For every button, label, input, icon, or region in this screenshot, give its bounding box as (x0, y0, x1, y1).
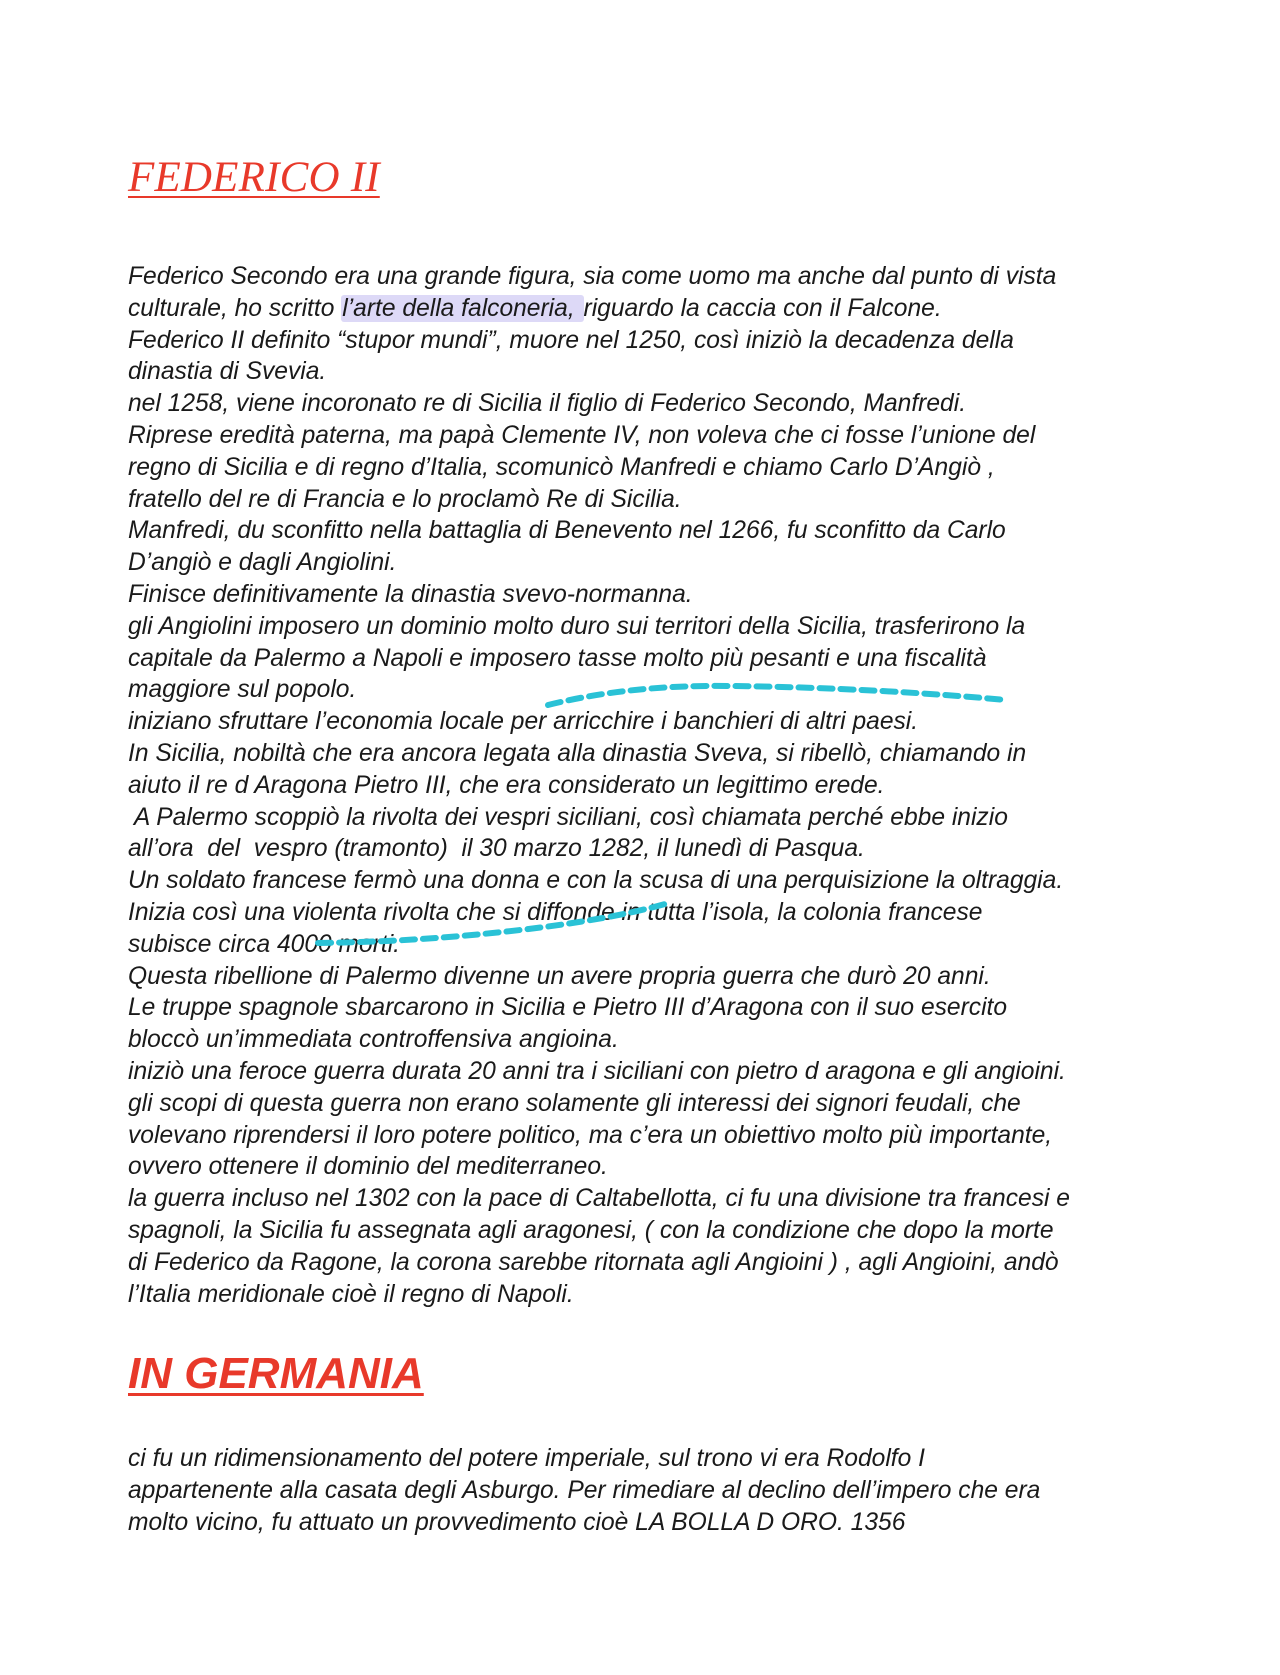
text-line: volevano riprendersi il loro potere politico, ma c’era un obiettivo molto più importante, (128, 1121, 1053, 1149)
text-line: regno di Sicilia e di regno d’Italia, scomunicò Manfredi e chiamo Carlo D’Angiò , (128, 453, 995, 481)
text-line (128, 293, 1180, 325)
text-line: nel 1258, viene incoronato re di Sicilia il figlio di Federico Secondo, Manfredi. (128, 390, 967, 418)
text-line: aiuto il re d Aragona Pietro III, che era considerato un legittimo erede. (128, 771, 885, 799)
text-line: Federico Secondo era una grande figura, sia come uomo ma anche dal punto di vista (128, 263, 1057, 290)
text-line: Questa ribellione di Palermo divenne un avere propria guerra che durò 20 anni. (128, 962, 991, 990)
text-line: gli Angiolini imposero un dominio molto duro sui territori della Sicilia, trasferirono la (128, 612, 1026, 640)
text-segment: riguardo la caccia con il Falcone. (583, 294, 942, 322)
text-line: In Sicilia, nobiltà che era ancora legata alla dinastia Sveva, si ribellò, chiamando in (128, 739, 1027, 767)
text-line: ci fu un ridimensionamento del potere imperiale, sul trono vi era Rodolfo I (128, 1445, 925, 1472)
text-line: appartenente alla casata degli Asburgo. Per rimediare al declino dell’impero che era (128, 1476, 1041, 1504)
text-line: Manfredi, du sconfitto nella battaglia di Benevento nel 1266, fu sconfitto da Carlo (128, 517, 1006, 545)
text-line: Federico II definito “stupor mundi”, muore nel 1250, così iniziò la decadenza della (128, 326, 1014, 354)
text-line: subisce circa 4000 morti. (128, 930, 401, 958)
text-line: Un soldato francese fermò una donna e con la scusa di una perquisizione la oltraggia. (128, 867, 1064, 895)
text-line: Riprese eredità paterna, ma papà Clemente IV, non voleva che ci fosse l’unione del (128, 421, 1036, 449)
text-line: Inizia così una violenta rivolta che si diffonde in tutta l’isola, la colonia francese (128, 898, 983, 926)
text-line: l’Italia meridionale cioè il regno di Napoli. (128, 1280, 574, 1308)
highlighted-text: l’arte della falconeria, (342, 294, 582, 322)
text-line: di Federico da Ragone, la corona sarebbe ritornata agli Angioini ) , agli Angioini, andò (128, 1248, 1059, 1276)
text-line: gli scopi di questa guerra non erano solamente gli interessi dei signori feudali, che (128, 1089, 1021, 1117)
text-line: la guerra incluso nel 1302 con la pace di Caltabellotta, ci fu una divisione tra francesi e (128, 1185, 1070, 1213)
main-paragraph (128, 261, 1180, 1310)
text-line: maggiore sul popolo. (128, 676, 357, 704)
section-heading-germania: IN GERMANIA (128, 1349, 424, 1398)
text-segment: culturale, ho scritto (128, 294, 342, 322)
text-line: bloccò un’immediata controffensiva angioina. (128, 1026, 619, 1054)
text-line: spagnoli, la Sicilia fu assegnata agli aragonesi, ( con la condizione che dopo la morte (128, 1216, 1054, 1244)
text-line: iniziò una feroce guerra durata 20 anni tra i siciliani con pietro d aragona e gli angioini. (128, 1057, 1066, 1085)
text-line: iniziano sfruttare l’economia locale per arricchire i banchieri di altri paesi. (128, 708, 919, 736)
text-line: D’angiò e dagli Angiolini. (128, 549, 397, 577)
text-line: molto vicino, fu attuato un provvedimento cioè LA BOLLA D ORO. 1356 (128, 1508, 906, 1536)
text-line: fratello del re di Francia e lo proclamò Re di Sicilia. (128, 485, 682, 513)
text-line: Finisce definitivamente la dinastia svevo-normanna. (128, 580, 693, 608)
text-line: capitale da Palermo a Napoli e imposero tasse molto più pesanti e una fiscalità (128, 644, 987, 672)
germania-paragraph (128, 1443, 1180, 1538)
text-line: A Palermo scoppiò la rivolta dei vespri siciliani, così chiamata perché ebbe inizio (128, 803, 1008, 831)
text-line: Le truppe spagnole sbarcarono in Sicilia e Pietro III d’Aragona con il suo esercito (128, 994, 1008, 1022)
text-line: ovvero ottenere il dominio del mediterraneo. (128, 1153, 608, 1181)
text-line: all’ora del vespro (tramonto) il 30 marzo 1282, il lunedì di Pasqua. (128, 835, 865, 863)
text-line: dinastia di Svevia. (128, 358, 327, 386)
page-title: FEDERICO II (128, 154, 380, 201)
